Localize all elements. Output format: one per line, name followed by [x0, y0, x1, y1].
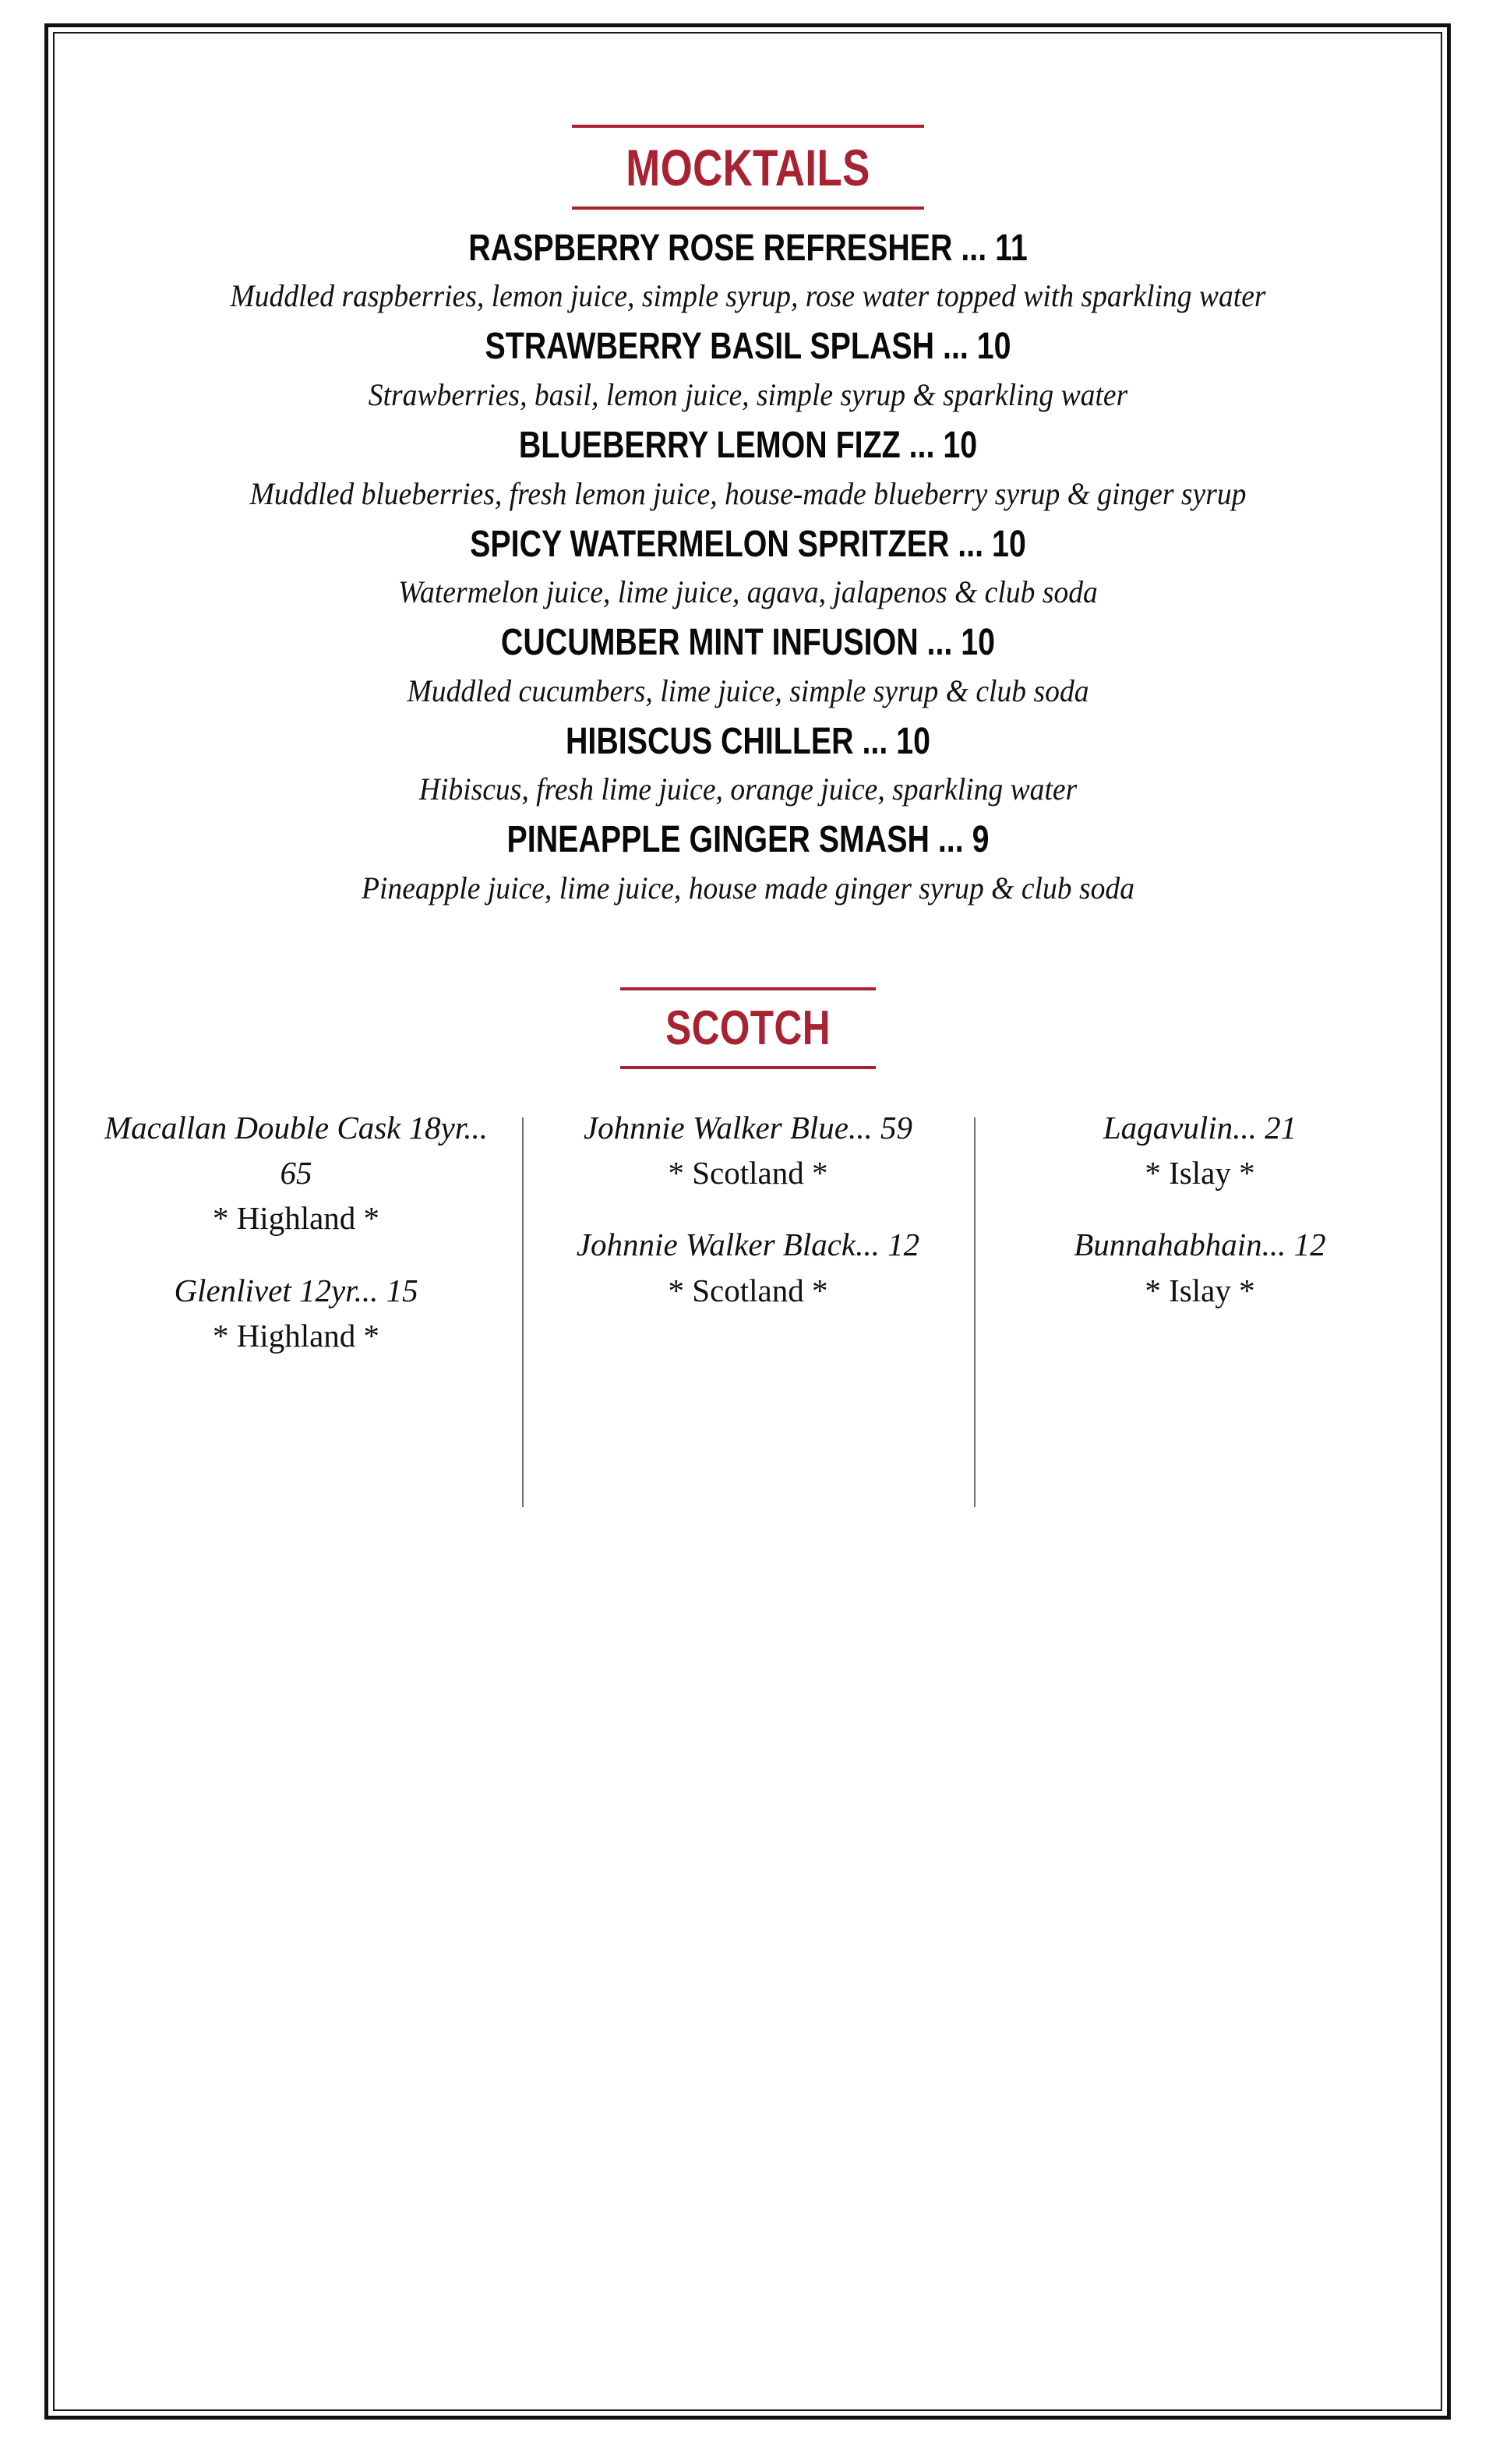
mocktail-item [70, 720, 1426, 811]
mocktail-item [70, 227, 1426, 318]
mocktail-item-description: Watermelon juice, lime juice, agava, jalapenos & club soda [398, 574, 1098, 610]
scotch-entry [996, 1222, 1404, 1312]
mocktail-item-description: Muddled blueberries, fresh lemon juice, house-made blueberry syrup & ginger syrup [249, 475, 1247, 511]
scotch-entry [544, 1105, 952, 1195]
mocktail-item-name: BLUEBERRY LEMON FIZZ ... 10 [518, 424, 978, 466]
mocktails-rule-top [572, 125, 924, 128]
scotch-entry-name: Johnnie Walker Black... 12 [576, 1227, 920, 1263]
scotch-entry-region: * Islay * [1145, 1272, 1255, 1308]
scotch-column [522, 1105, 974, 1313]
mocktail-item [70, 424, 1426, 515]
mocktail-item [70, 325, 1426, 416]
mocktail-item [70, 818, 1426, 909]
scotch-section-title: SCOTCH [665, 1001, 831, 1056]
scotch-entry-name: Bunnahabhain... 12 [1074, 1227, 1326, 1263]
scotch-columns [70, 1105, 1426, 1358]
scotch-entry-region: * Highland * [212, 1317, 380, 1354]
menu-content [70, 23, 1426, 1358]
mocktail-item-description: Muddled cucumbers, lime juice, simple syrup & club soda [407, 672, 1089, 708]
scotch-rule-bottom [620, 1066, 876, 1069]
mocktail-item [70, 621, 1426, 712]
scotch-column [974, 1105, 1426, 1313]
scotch-rule-top [620, 987, 876, 990]
scotch-entry [544, 1222, 952, 1312]
mocktail-item [70, 523, 1426, 614]
mocktail-item-name: RASPBERRY ROSE REFRESHER ... 11 [468, 227, 1028, 269]
mocktails-section-header [70, 125, 1426, 210]
mocktail-item-name: STRAWBERRY BASIL SPLASH ... 10 [485, 326, 1011, 368]
scotch-entry-name: Macallan Double Cask 18yr... 65 [104, 1109, 488, 1191]
scotch-section-header [70, 987, 1426, 1069]
scotch-entry-region: * Scotland * [668, 1155, 828, 1191]
mocktails-list [70, 227, 1426, 909]
mocktail-item-description: Muddled raspberries, lemon juice, simple syrup, rose water topped with sparkling water [230, 278, 1266, 314]
scotch-entry-region: * Scotland * [668, 1272, 828, 1308]
mocktails-rule-bottom [572, 207, 924, 210]
scotch-entry [92, 1268, 500, 1358]
mocktail-item-name: HIBISCUS CHILLER ... 10 [565, 720, 931, 762]
scotch-entry-name: Glenlivet 12yr... 15 [174, 1272, 418, 1308]
mocktail-item-description: Pineapple juice, lime juice, house made ginger syrup & club soda [361, 870, 1135, 906]
mocktails-section-title: MOCKTAILS [626, 139, 870, 196]
scotch-entry-name: Lagavulin... 21 [1103, 1109, 1297, 1146]
mocktail-item-description: Strawberries, basil, lemon juice, simple syrup & sparkling water [368, 376, 1128, 412]
mocktail-item-name: CUCUMBER MINT INFUSION ... 10 [500, 622, 996, 664]
scotch-entry [92, 1105, 500, 1241]
mocktail-item-name: PINEAPPLE GINGER SMASH ... 9 [506, 819, 990, 861]
scotch-entry-name: Johnnie Walker Blue... 59 [583, 1109, 913, 1146]
scotch-entry-region: * Highland * [212, 1200, 380, 1237]
scotch-entry-region: * Islay * [1145, 1155, 1255, 1191]
mocktail-item-description: Hibiscus, fresh lime juice, orange juice, sparkling water [418, 771, 1078, 807]
scotch-column [70, 1105, 522, 1358]
scotch-entry [996, 1105, 1404, 1195]
mocktail-item-name: SPICY WATERMELON SPRITZER ... 10 [470, 523, 1026, 565]
